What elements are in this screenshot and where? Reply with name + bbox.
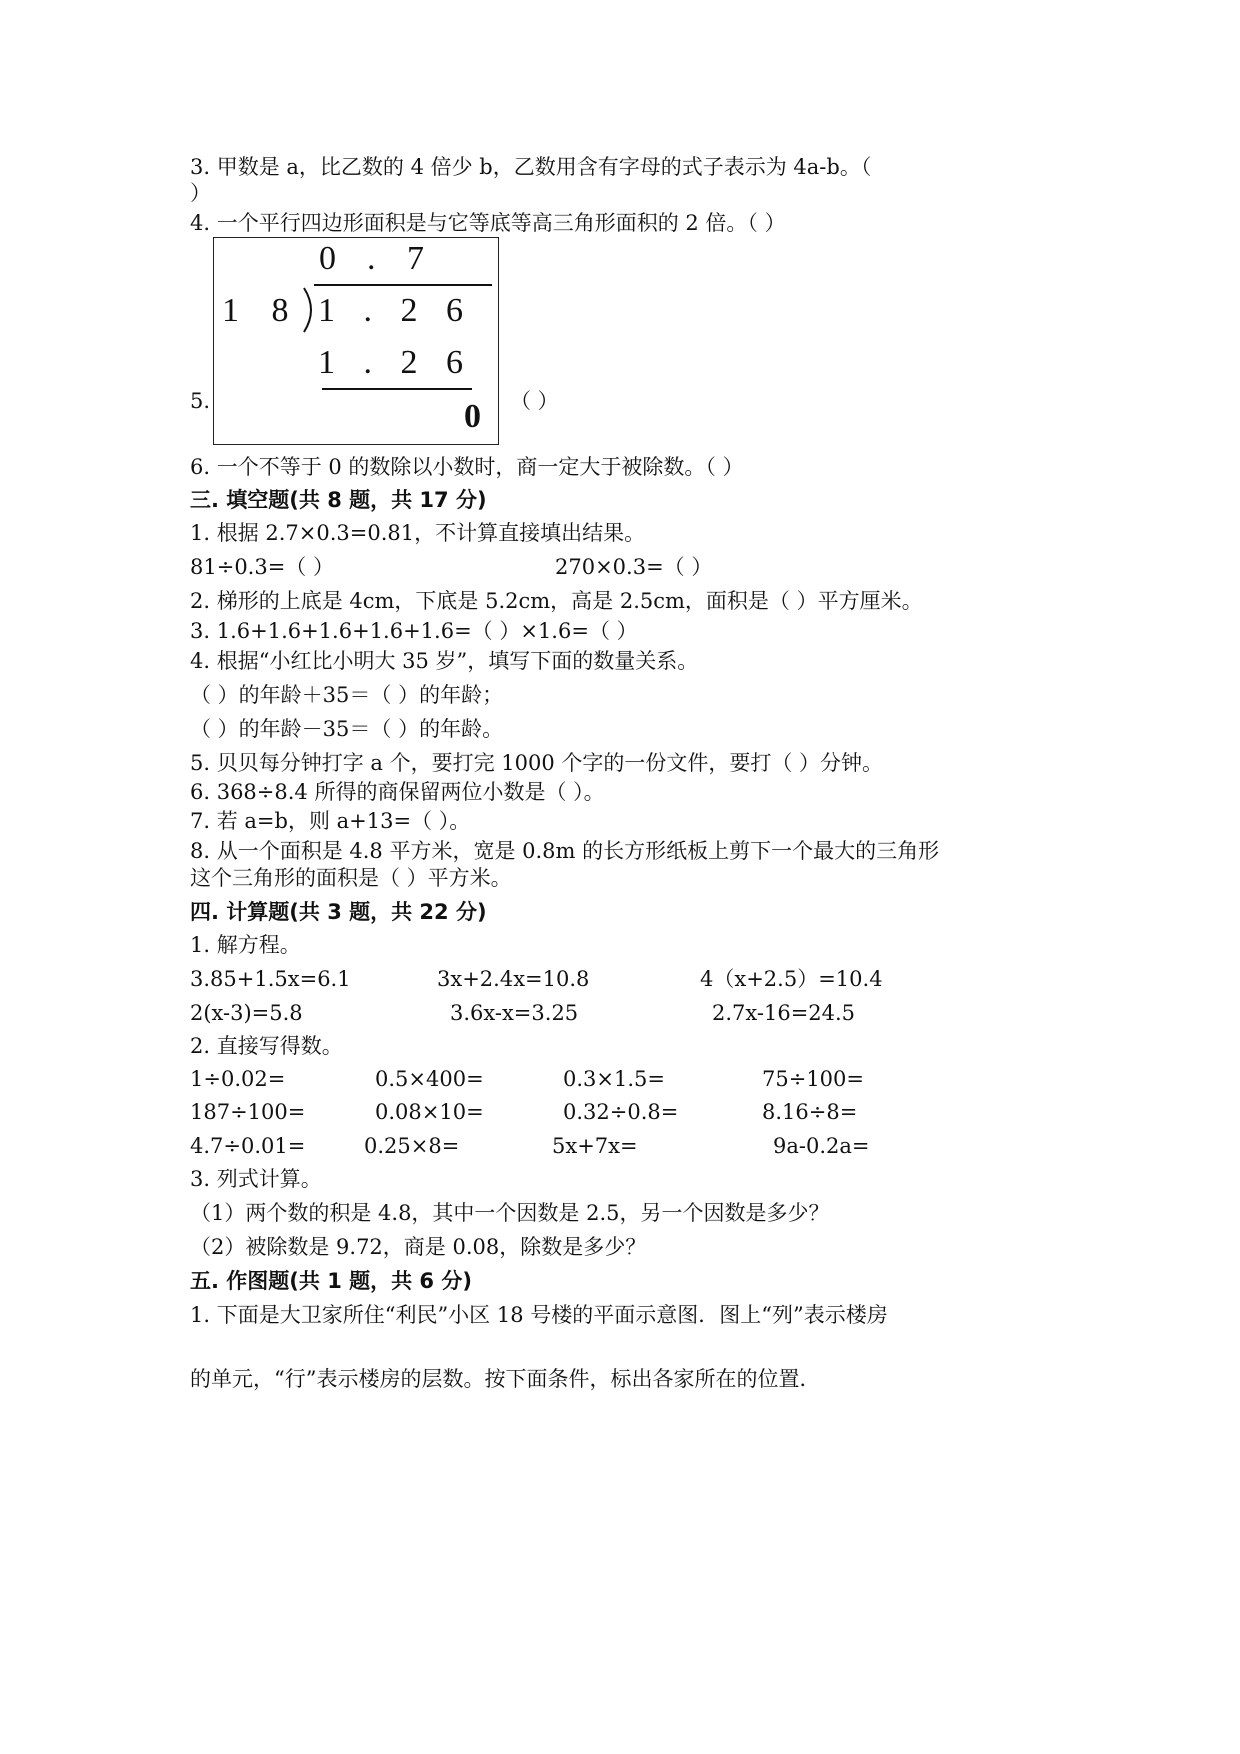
- tf-question-4: 4. 一个平行四边形面积是与它等底等高三角形面积的 2 倍。（ ）: [190, 211, 786, 235]
- draw-question-1-line2: 的单元，“行”表示楼房的层数。按下面条件，标出各家所在的位置．: [190, 1367, 821, 1391]
- subtraction-bar: [322, 388, 472, 390]
- section-heading-calc: 四. 计算题(共 3 题，共 22 分): [190, 900, 487, 924]
- tf-question-5-answer-paren: （ ）: [510, 389, 559, 413]
- quotient-digit: 0: [319, 240, 336, 277]
- quotient-digit: 7: [407, 240, 424, 277]
- fill-question-3: 3. 1.6+1.6+1.6+1.6+1.6=（ ）×1.6=（ ）: [190, 619, 638, 643]
- calc-question-3b: （2）被除数是 9.72，商是 0.08，除数是多少？: [190, 1235, 647, 1259]
- fill-question-6: 6. 368÷8.4 所得的商保留两位小数是（ ）。: [190, 780, 605, 804]
- direct-calc-item: 4.7÷0.01=: [190, 1134, 306, 1158]
- calc-question-3a: （1）两个数的积是 4.8，其中一个因数是 2.5，另一个因数是多少？: [190, 1201, 830, 1225]
- direct-calc-item: 0.3×1.5=: [563, 1067, 665, 1091]
- direct-calc-item: 75÷100=: [762, 1067, 864, 1091]
- direct-calc-item: 0.08×10=: [375, 1100, 484, 1124]
- equation: 3.6x-x=3.25: [450, 1001, 579, 1025]
- fill-question-4b: （ ）的年龄－35＝（ ）的年龄。: [190, 717, 504, 741]
- tf-question-3-line1: 3. 甲数是 a，比乙数的 4 倍少 b，乙数用含有字母的式子表示为 4a-b。（: [190, 155, 872, 179]
- fill-question-7: 7. 若 a=b，则 a+13=（ ）。: [190, 809, 471, 833]
- fill-question-4a: （ ）的年龄＋35＝（ ）的年龄；: [190, 683, 504, 707]
- calc-question-1: 1. 解方程。: [190, 933, 301, 957]
- calc-question-2: 2. 直接写得数。: [190, 1034, 343, 1058]
- tf-question-6: 6. 一个不等于 0 的数除以小数时，商一定大于被除数。（ ）: [190, 455, 744, 479]
- direct-calc-item: 1÷0.02=: [190, 1067, 286, 1091]
- fill-question-8-line1: 8. 从一个面积是 4.8 平方米，宽是 0.8m 的长方形纸板上剪下一个最大的三角形: [190, 839, 940, 863]
- fill-question-1a: 81÷0.3=（ ）: [190, 555, 334, 579]
- calc-question-3: 3. 列式计算。: [190, 1167, 322, 1191]
- tf-question-3-line2: ）: [190, 181, 211, 205]
- section-heading-fill: 三. 填空题(共 8 题，共 17 分): [190, 488, 487, 512]
- direct-calc-item: 9a-0.2a=: [773, 1134, 870, 1158]
- direct-calc-item: 0.32÷0.8=: [563, 1100, 679, 1124]
- fill-question-4: 4. 根据“小红比小明大 35 岁”，填写下面的数量关系。: [190, 649, 699, 673]
- equation: 2.7x-16=24.5: [712, 1001, 856, 1025]
- remainder: 0: [464, 398, 481, 435]
- equation: 3.85+1.5x=6.1: [190, 967, 351, 991]
- direct-calc-item: 8.16÷8=: [762, 1100, 858, 1124]
- direct-calc-item: 187÷100=: [190, 1100, 306, 1124]
- product-line: 1 . 2 6: [318, 344, 473, 381]
- dividend: 1 . 2 6: [318, 292, 473, 329]
- tf-question-5-number: 5.: [190, 389, 211, 413]
- division-bar: [314, 284, 492, 286]
- long-division-figure: [213, 237, 499, 445]
- direct-calc-item: 5x+7x=: [552, 1134, 638, 1158]
- fill-question-1: 1. 根据 2.7×0.3=0.81，不计算直接填出结果。: [190, 521, 646, 545]
- quotient-point: .: [367, 240, 376, 277]
- divisor: 1 8: [222, 292, 301, 329]
- direct-calc-item: 0.25×8=: [364, 1134, 460, 1158]
- direct-calc-item: 0.5×400=: [375, 1067, 484, 1091]
- fill-question-1b: 270×0.3=（ ）: [555, 555, 713, 579]
- fill-question-5: 5. 贝贝每分钟打字 a 个，要打完 1000 个字的一份文件，要打（ ）分钟。: [190, 751, 884, 775]
- equation: 2(x-3)=5.8: [190, 1001, 303, 1025]
- draw-question-1-line1: 1. 下面是大卫家所住“利民”小区 18 号楼的平面示意图．图上“列”表示楼房: [190, 1303, 888, 1327]
- fill-question-8-line2: 这个三角形的面积是（ ）平方米。: [190, 866, 512, 890]
- fill-question-2: 2. 梯形的上底是 4cm，下底是 5.2cm，高是 2.5cm，面积是（ ）平方厘米。: [190, 589, 923, 613]
- equation: 4（x+2.5）=10.4: [700, 967, 883, 991]
- equation: 3x+2.4x=10.8: [437, 967, 590, 991]
- section-heading-draw: 五. 作图题(共 1 题，共 6 分): [190, 1269, 472, 1293]
